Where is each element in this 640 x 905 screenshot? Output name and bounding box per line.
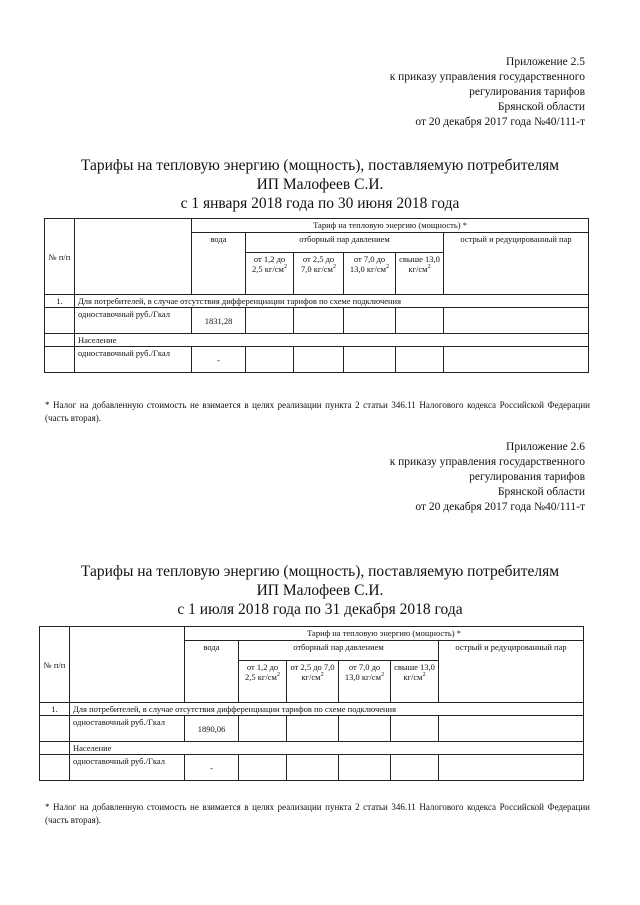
- single-rate-population-label: одноставочный руб./Гкал: [70, 755, 185, 781]
- population-label: Население: [70, 742, 584, 755]
- col-header-steam: отборный пар давлением: [246, 233, 444, 253]
- col-header-empty: [75, 219, 192, 295]
- cell-empty: [294, 308, 344, 334]
- cell-empty: [239, 755, 287, 781]
- col-header-water: вода: [185, 641, 239, 703]
- pressure-3-label: от 7,0 до 13,0 кг/см: [344, 662, 382, 682]
- row-category-label: Для потребителей, в случае отсутствия дифференциации тарифов по схеме подключения: [70, 703, 584, 716]
- cell-empty: [444, 347, 589, 373]
- title-provider: ИП Малофеев С.И.: [256, 582, 384, 599]
- appendix-order-ref: к приказу управления государственного: [389, 71, 585, 83]
- col-header-pressure-1: от 1,2 до 2,5 $кг/см^2$: [246, 253, 294, 295]
- col-header-pressure-3: от 7,0 до 13,0 $кг/см^2$: [339, 661, 391, 703]
- cell-empty: [45, 308, 75, 334]
- cell-empty: [344, 308, 396, 334]
- pressure-4-label: свыше 13,0 кг/см: [394, 662, 435, 682]
- cell-empty: [339, 755, 391, 781]
- appendix-order-ref: к приказу управления государственного: [389, 456, 585, 468]
- col-header-pressure-2: от 2,5 до 7,0 $кг/см^2$: [287, 661, 339, 703]
- document-title: [0, 562, 640, 619]
- col-header-steam: отборный пар давлением: [239, 641, 439, 661]
- cell-empty: [45, 347, 75, 373]
- cell-empty: [439, 716, 584, 742]
- cell-empty: [246, 308, 294, 334]
- pressure-4-label: свыше 13,0 кг/см: [399, 254, 440, 274]
- title-period: с 1 января 2018 года по 30 июня 2018 года: [180, 195, 460, 212]
- cell-empty: [287, 755, 339, 781]
- col-header-tariff: Тариф на тепловую энергию (мощность) *: [192, 219, 589, 233]
- title-period: с 1 июля 2018 года по 31 декабря 2018 года: [177, 601, 463, 618]
- single-rate-label: одноставочный руб./Гкал: [70, 716, 185, 742]
- pressure-1-label: от 1,2 до 2,5 кг/см: [245, 662, 279, 682]
- single-rate-label: одноставочный руб./Гкал: [75, 308, 192, 334]
- single-rate-population-value: -: [192, 347, 246, 373]
- col-header-sharp-steam: острый и редуцированный пар: [444, 233, 589, 295]
- document-title: [0, 156, 640, 213]
- cell-empty: [391, 716, 439, 742]
- cell-empty: [344, 347, 396, 373]
- single-rate-population-label: одноставочный руб./Гкал: [75, 347, 192, 373]
- cell-empty: [239, 716, 287, 742]
- appendix-region: Брянской области: [497, 486, 585, 498]
- cell-empty: [40, 742, 70, 755]
- cell-empty: [287, 716, 339, 742]
- single-rate-value: 1831,28: [192, 308, 246, 334]
- cell-empty: [339, 716, 391, 742]
- appendix-number: Приложение 2.6: [506, 441, 585, 453]
- appendix-header: [390, 440, 585, 515]
- appendix-authority: регулирования тарифов: [469, 86, 585, 98]
- row-number: 1.: [40, 703, 70, 716]
- col-header-pressure-1: от 1,2 до 2,5 $кг/см^2$: [239, 661, 287, 703]
- col-header-tariff: Тариф на тепловую энергию (мощность) *: [185, 627, 584, 641]
- title-line: Тарифы на тепловую энергию (мощность), поставляемую потребителям: [80, 563, 560, 580]
- appendix-date: от 20 декабря 2017 года №40/111-т: [415, 116, 585, 128]
- appendix-date: от 20 декабря 2017 года №40/111-т: [415, 501, 585, 513]
- cell-empty: [45, 334, 75, 347]
- population-label: Население: [75, 334, 589, 347]
- title-line: Тарифы на тепловую энергию (мощность), поставляемую потребителям: [80, 157, 560, 174]
- appendix-authority: регулирования тарифов: [469, 471, 585, 483]
- col-header-water: вода: [192, 233, 246, 295]
- title-provider: ИП Малофеев С.И.: [256, 176, 384, 193]
- cell-empty: [294, 347, 344, 373]
- col-header-pressure-4: свыше 13,0 $кг/см^2$: [396, 253, 444, 295]
- pressure-3-label: от 7,0 до 13,0 кг/см: [349, 254, 387, 274]
- cell-empty: [40, 755, 70, 781]
- col-header-sharp-steam: острый и редуцированный пар: [439, 641, 584, 703]
- col-header-number: № п/п: [40, 627, 70, 703]
- col-header-pressure-2: от 2,5 до 7,0 $кг/см^2$: [294, 253, 344, 295]
- single-rate-population-value: -: [185, 755, 239, 781]
- cell-empty: [396, 347, 444, 373]
- cell-empty: [391, 755, 439, 781]
- appendix-region: Брянской области: [497, 101, 585, 113]
- pressure-2-label: от 2,5 до 7,0 кг/см: [290, 662, 335, 682]
- appendix-number: Приложение 2.5: [506, 56, 585, 68]
- vat-footnote: * Налог на добавленную стоимость не взимается в целях реализации пункта 2 статьи 346.11 Налогового кодекса Российской Федерации (часть вторая).: [45, 400, 590, 423]
- row-category-label: Для потребителей, в случае отсутствия дифференциации тарифов по схеме подключения: [75, 295, 589, 308]
- appendix-header: [390, 55, 585, 130]
- col-header-pressure-4: свыше 13,0 $кг/см^2$: [391, 661, 439, 703]
- cell-empty: [444, 308, 589, 334]
- tariff-table: [44, 218, 589, 373]
- pressure-2-label: от 2,5 до 7,0 кг/см: [301, 254, 335, 274]
- single-rate-value: 1890,06: [185, 716, 239, 742]
- col-header-number: № п/п: [45, 219, 75, 295]
- tariff-table: [39, 626, 584, 781]
- pressure-1-label: от 1,2 до 2,5 кг/см: [252, 254, 286, 274]
- row-number: 1.: [45, 295, 75, 308]
- col-header-empty: [70, 627, 185, 703]
- col-header-pressure-3: от 7,0 до 13,0 $кг/см^2$: [344, 253, 396, 295]
- cell-empty: [439, 755, 584, 781]
- cell-empty: [396, 308, 444, 334]
- cell-empty: [246, 347, 294, 373]
- cell-empty: [40, 716, 70, 742]
- vat-footnote: * Налог на добавленную стоимость не взимается в целях реализации пункта 2 статьи 346.11 Налогового кодекса Российской Федерации (часть вторая).: [45, 802, 590, 825]
